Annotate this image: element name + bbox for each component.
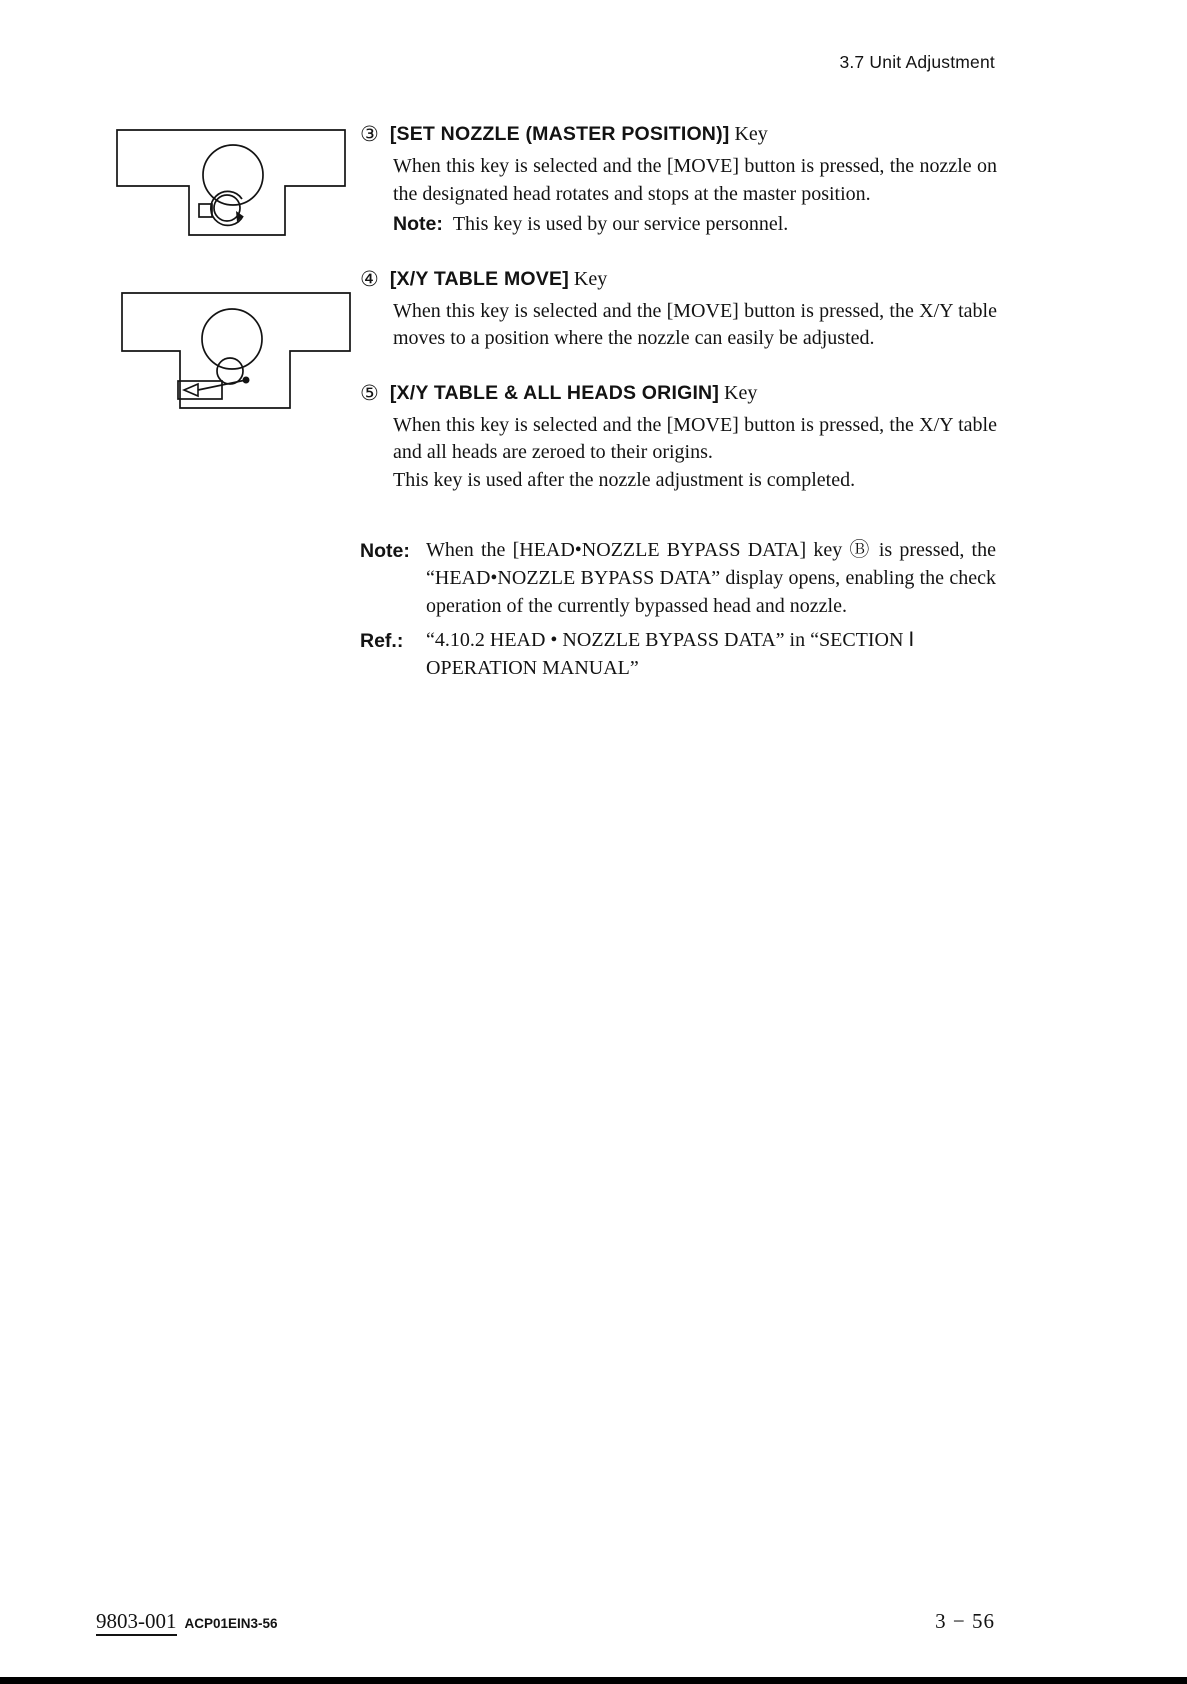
key-title-line (360, 122, 1010, 146)
key-description-extra: This key is used after the nozzle adjustment is completed. (393, 468, 856, 491)
scan-edge-bar (0, 1677, 1187, 1684)
key-description: When this key is selected and the [MOVE] button is pressed, the nozzle on the designated head rotates and stops at the master position. (393, 155, 997, 205)
ref-block (360, 626, 996, 682)
note-label: Note: (360, 540, 410, 562)
key-name: [X/Y TABLE MOVE] (389, 267, 569, 290)
item-number: ③ (360, 122, 379, 146)
key-item-xy-table-origin (360, 381, 1010, 495)
doc-number: 9803-001 (96, 1609, 177, 1636)
item-number: ⑤ (360, 380, 379, 405)
key-suffix: Key (568, 267, 608, 290)
key-title-line (360, 381, 1010, 405)
set-nozzle-diagram (115, 128, 347, 238)
machine-outline (122, 293, 350, 408)
footer-document-id (96, 1609, 278, 1634)
doc-code: ACP01EIN3-56 (184, 1616, 278, 1631)
key-item-set-nozzle (360, 122, 1010, 239)
page-number: 3 − 56 (935, 1609, 995, 1633)
note-text: This key is used by our service personnel. (452, 213, 789, 235)
key-suffix: Key (719, 381, 758, 404)
key-title-line (360, 267, 1010, 291)
key-suffix: Key (729, 123, 768, 145)
note-label: Note: (393, 213, 443, 235)
ref-label: Ref.: (360, 630, 404, 652)
key-note (393, 211, 1010, 239)
nozzle-circle (214, 195, 240, 221)
head-circle (202, 309, 262, 369)
xy-table-move-diagram (120, 291, 352, 411)
master-position-square (199, 204, 212, 217)
key-name: [X/Y TABLE & ALL HEADS ORIGIN] (389, 381, 720, 404)
key-name: [SET NOZZLE (MASTER POSITION)] (389, 123, 730, 145)
key-description: When this key is selected and the [MOVE] button is pressed, the X/Y table and all heads are zeroed to their origins. (393, 413, 997, 463)
section-header: 3.7 Unit Adjustment (839, 52, 995, 72)
ref-body: “4.10.2 HEAD • NOZZLE BYPASS DATA” in “SECTION Ⅰ OPERATION MANUAL” (426, 629, 915, 679)
note-body: When the [HEAD•NOZZLE BYPASS DATA] key Ⓑ is pressed, the “HEAD•NOZZLE BYPASS DATA” display opens, enabling the check operation of the currently bypassed head and nozzle. (426, 539, 996, 617)
main-content (360, 122, 1010, 682)
note-block (360, 536, 996, 620)
key-item-xy-table-move (360, 267, 1010, 353)
key-description: When this key is selected and the [MOVE] button is pressed, the X/Y table moves to a position where the nozzle can easily be adjusted. (393, 299, 997, 349)
item-number: ④ (360, 266, 379, 291)
nozzle-circle (217, 358, 243, 384)
move-arrowhead (184, 384, 198, 396)
